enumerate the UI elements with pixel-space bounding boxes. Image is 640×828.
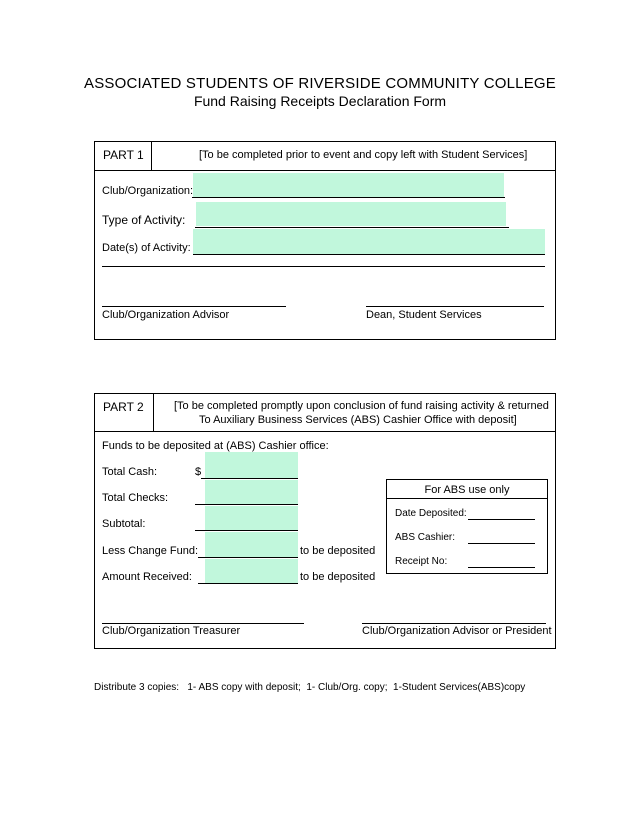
abs-use-box (386, 479, 548, 574)
treasurer-signature-label: Club/Organization Treasurer (102, 625, 241, 637)
part2-label-divider (153, 394, 154, 431)
amount-received-underline (198, 583, 298, 584)
dollar-sign: $ (195, 466, 202, 478)
total-cash-underline (201, 478, 298, 479)
activity-type-label: Type of Activity: (102, 213, 186, 227)
advisor-president-signature-label: Club/Organization Advisor or President (362, 625, 552, 637)
advisor-president-signature-line[interactable] (362, 623, 546, 624)
total-checks-underline (195, 504, 298, 505)
part1-instruction: [To be completed prior to event and copy left with Student Services] (199, 149, 528, 161)
part1-section (94, 141, 556, 340)
part1-header-divider (95, 170, 555, 171)
club-org-underline (192, 197, 505, 198)
less-change-field[interactable] (205, 532, 298, 557)
amount-received-suffix: to be deposited (300, 571, 376, 583)
activity-type-field[interactable] (196, 202, 506, 226)
abs-cashier-line[interactable] (468, 543, 535, 544)
total-checks-field[interactable] (205, 480, 298, 504)
part2-instruction-line1: [To be completed promptly upon conclusion of fund raising activity & returned (174, 400, 549, 412)
abs-box-divider (387, 498, 547, 499)
advisor-signature-line[interactable] (102, 306, 286, 307)
amount-received-field[interactable] (205, 559, 298, 583)
part2-instruction-line2: To Auxiliary Business Services (ABS) Cashier Office with deposit] (199, 414, 517, 426)
subtotal-field[interactable] (205, 506, 298, 530)
less-change-label: Less Change Fund: (102, 545, 199, 557)
subtotal-label: Subtotal: (102, 518, 146, 530)
activity-dates-underline (193, 254, 545, 255)
activity-type-underline (195, 227, 509, 228)
part2-section (94, 393, 556, 649)
form-subtitle: Fund Raising Receipts Declaration Form (193, 93, 447, 109)
total-cash-field[interactable] (205, 452, 298, 478)
subtotal-underline (195, 530, 298, 531)
less-change-suffix: to be deposited (300, 545, 376, 557)
activity-dates-field[interactable] (193, 229, 545, 254)
dean-signature-label: Dean, Student Services (366, 309, 482, 321)
form-title: ASSOCIATED STUDENTS OF RIVERSIDE COMMUNITY COLLEGE (83, 75, 556, 92)
part2-header-divider (95, 431, 555, 432)
total-checks-label: Total Checks: (102, 492, 169, 504)
total-cash-label: Total Cash: (102, 466, 158, 478)
date-deposited-line[interactable] (468, 519, 535, 520)
receipt-no-label: Receipt No: (395, 556, 448, 567)
receipt-no-line[interactable] (468, 567, 535, 568)
amount-received-label: Amount Received: (102, 571, 192, 583)
part2-label: PART 2 (103, 400, 144, 414)
advisor-signature-label: Club/Organization Advisor (102, 309, 230, 321)
part1-label: PART 1 (103, 148, 144, 162)
part1-label-divider (151, 142, 152, 170)
part1-full-rule (102, 266, 545, 267)
distribution-note: Distribute 3 copies: 1- ABS copy with deposit; 1- Club/Org. copy; 1-Student Services(ABS)copy (94, 682, 526, 693)
treasurer-signature-line[interactable] (102, 623, 304, 624)
club-org-label: Club/Organization: (102, 185, 194, 197)
date-deposited-label: Date Deposited: (395, 508, 467, 519)
abs-cashier-label: ABS Cashier: (395, 532, 456, 543)
dean-signature-line[interactable] (366, 306, 544, 307)
funds-heading: Funds to be deposited at (ABS) Cashier office: (102, 440, 329, 452)
club-org-field[interactable] (193, 173, 504, 197)
abs-box-title: For ABS use only (424, 484, 510, 496)
activity-dates-label: Date(s) of Activity: (102, 242, 191, 254)
less-change-underline (198, 557, 298, 558)
